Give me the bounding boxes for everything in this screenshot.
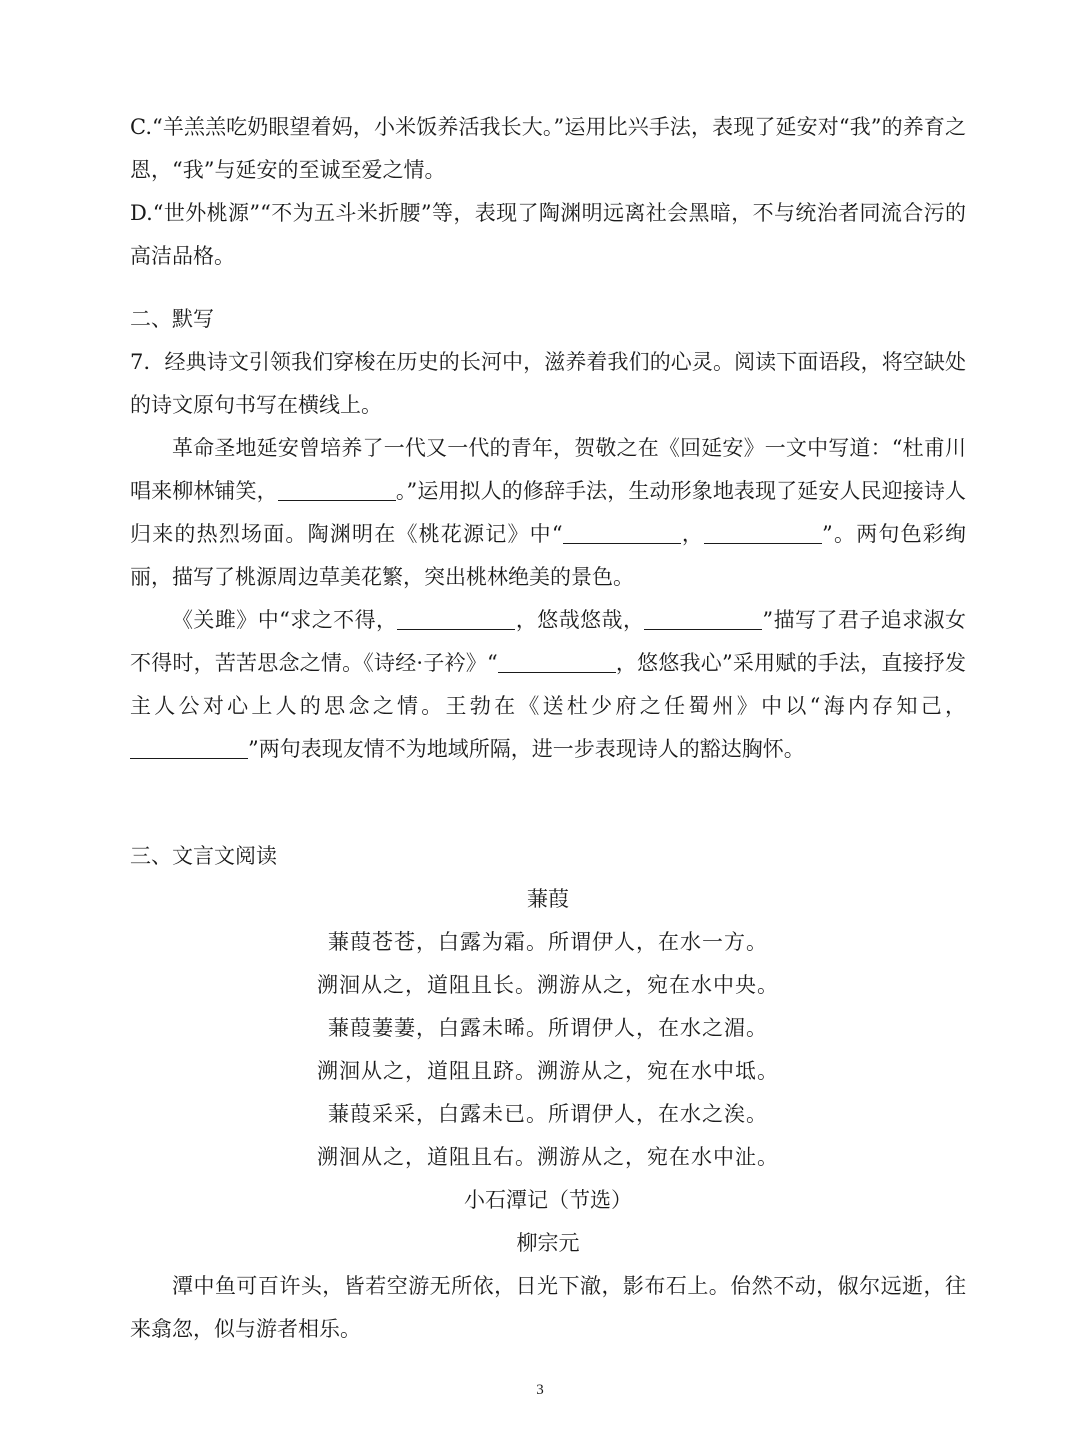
poem-line: 溯洄从之，道阻且跻。溯游从之，宛在水中坻。	[317, 1059, 779, 1083]
section-heading-dictation: 二、默写	[130, 307, 214, 331]
answer-blank[interactable]	[498, 652, 616, 673]
prose-text: 潭中鱼可百许头，皆若空游无所依，日光下澈，影布石上。佁然不动，俶尔远逝，往来翕忽，似与游者相乐。	[130, 1274, 966, 1341]
dictation-paragraph-1	[130, 427, 966, 599]
spacer	[130, 278, 966, 298]
document-page	[130, 106, 966, 1351]
answer-blank[interactable]	[704, 523, 822, 544]
option-d: D.“世外桃源”“不为五斗米折腰”等，表现了陶渊明远离社会黑暗，不与统治者同流合污的高洁品格。	[130, 201, 966, 268]
poem-line: 蒹葭采采，白露未已。所谓伊人，在水之涘。	[328, 1102, 768, 1126]
prose-author: 柳宗元	[516, 1231, 580, 1255]
text-segment: ，悠哉悠哉，	[515, 608, 645, 632]
poem-line: 蒹葭苍苍，白露为霜。所谓伊人，在水一方。	[328, 930, 768, 954]
spacer	[130, 771, 966, 835]
poem-line: 溯洄从之，道阻且右。溯游从之，宛在水中沚。	[317, 1145, 779, 1169]
text-segment: ，	[680, 522, 705, 546]
question-7-intro: 7．经典诗文引领我们穿梭在历史的长河中，滋养着我们的心灵。阅读下面语段，将空缺处的诗文原句书写在横线上。	[130, 350, 966, 417]
page-number: 3	[536, 1382, 544, 1398]
text-segment: 《关雎》中“求之不得，	[172, 608, 398, 632]
poem-line: 蒹葭萋萋，白露未晞。所谓伊人，在水之湄。	[328, 1016, 768, 1040]
text-segment: ”。两句色彩绚丽，描写了桃源周边草美花繁，突出桃林绝美的景色。	[130, 522, 967, 589]
text-segment: 。”运用拟人的修辞手法，生动形象地表现了延安人民迎接诗人归来的热烈场面。陶渊明在《桃花源记》中“	[130, 479, 967, 546]
poem-title: 蒹葭	[527, 887, 569, 911]
text-segment: ”描写了君子追求淑女不得时，苦苦思念之情。《诗经·子衿》“	[130, 608, 966, 675]
text-segment: ”两句表现友情不为地域所隔，进一步表现诗人的豁达胸怀。	[248, 737, 805, 761]
text-segment: ，悠悠我心”采用赋的手法，直接抒发主人公对心上人的思念之情。王勃在《送杜少府之任蜀州》中以“海内存知己，	[130, 651, 966, 718]
option-c: C.“羊羔羔吃奶眼望着妈，小米饭养活我长大。”运用比兴手法，表现了延安对“我”的养育之恩，“我”与延安的至诚至爱之情。	[130, 115, 966, 182]
prose-title: 小石潭记（节选）	[464, 1188, 632, 1212]
answer-blank[interactable]	[644, 609, 762, 630]
answer-blank[interactable]	[563, 523, 681, 544]
text-segment: 革命圣地延安曾培养了一代又一代的青年，贺敬之在《回延安》一文中写道：“杜甫川唱来柳林铺笑，	[130, 436, 966, 503]
answer-blank[interactable]	[278, 480, 396, 501]
dictation-paragraph-2	[130, 599, 966, 771]
section-heading-classical-reading: 三、文言文阅读	[130, 844, 277, 868]
answer-blank[interactable]	[130, 738, 248, 759]
answer-blank[interactable]	[397, 609, 515, 630]
poem-line: 溯洄从之，道阻且长。溯游从之，宛在水中央。	[317, 973, 779, 997]
